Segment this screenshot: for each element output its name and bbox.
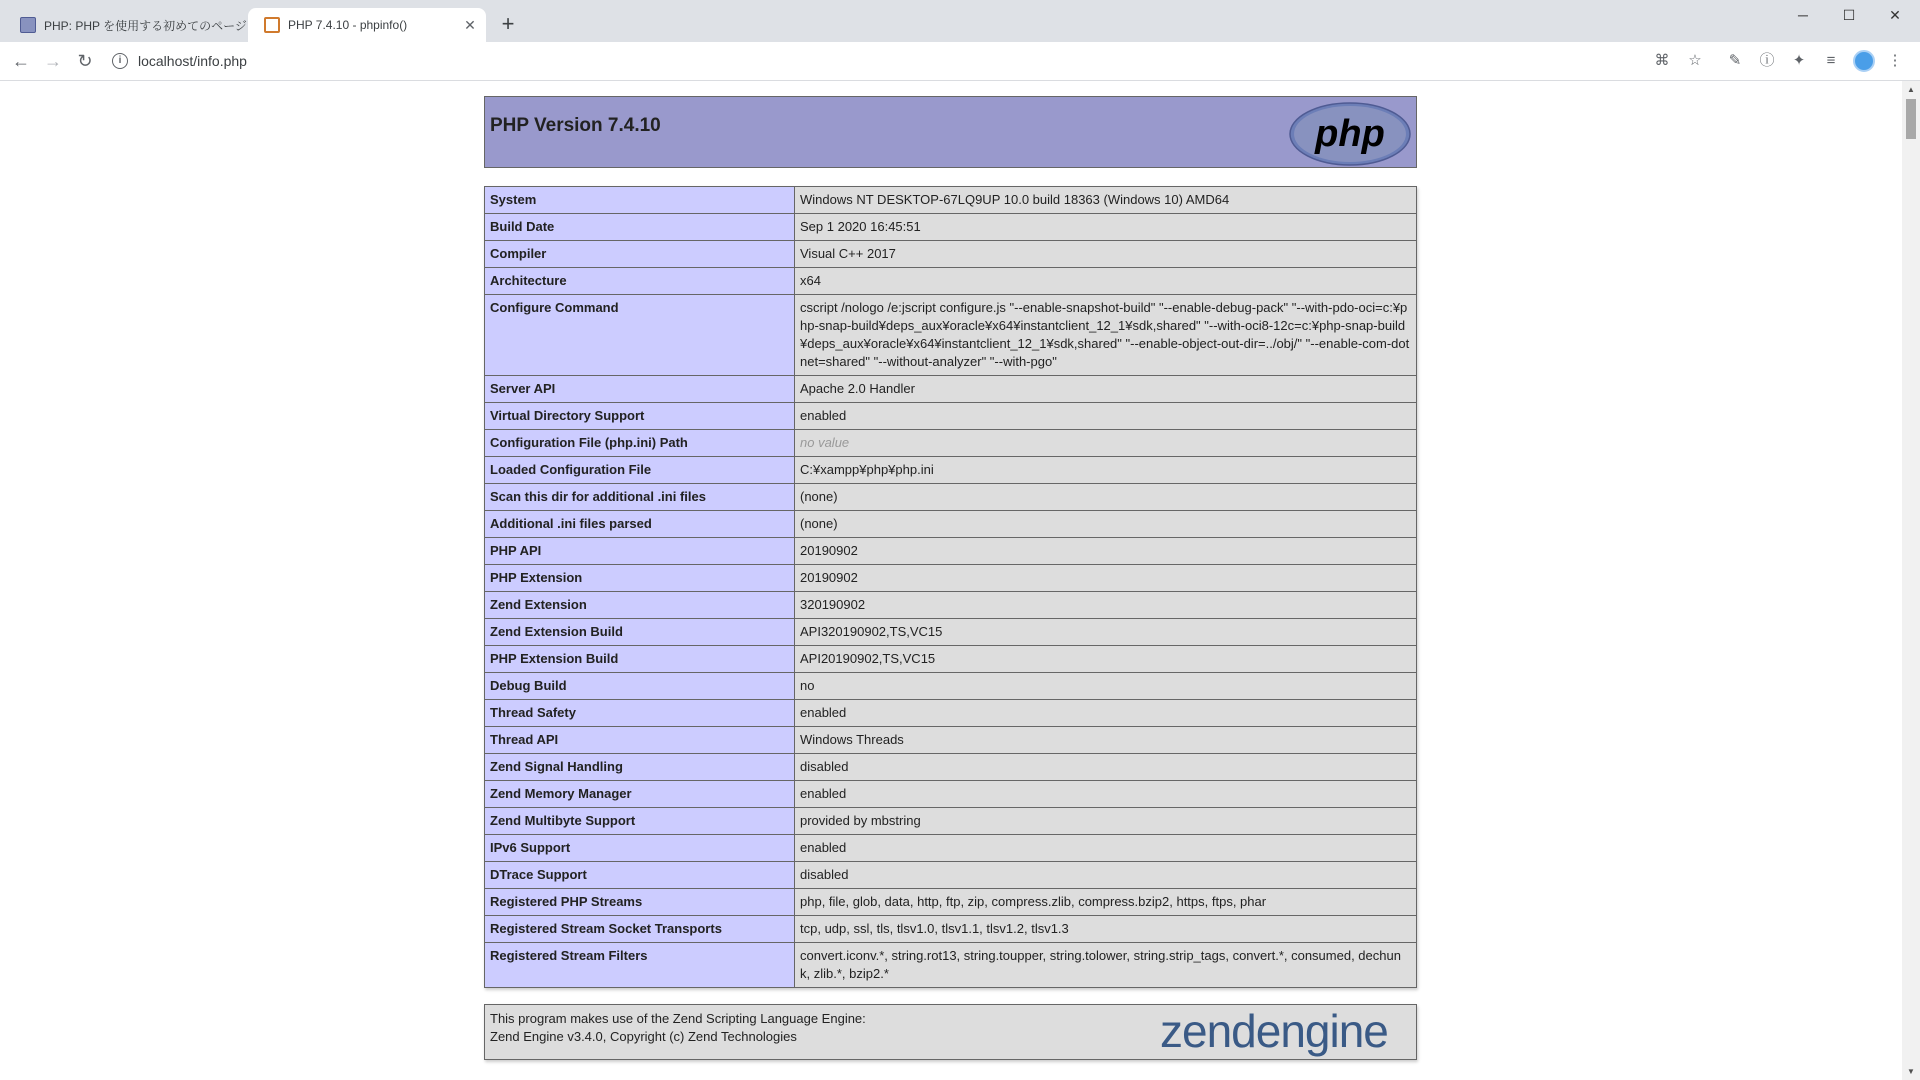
- row-key: Compiler: [485, 241, 795, 268]
- row-key: Registered Stream Socket Transports: [485, 916, 795, 943]
- close-icon[interactable]: ✕: [464, 16, 476, 33]
- table-row: [485, 538, 1417, 565]
- table-row: [485, 430, 1417, 457]
- extension-info-icon[interactable]: ⓘ: [1759, 52, 1775, 69]
- row-value: Visual C++ 2017: [795, 241, 1417, 268]
- table-row: [485, 511, 1417, 538]
- row-key: System: [485, 187, 795, 214]
- zend-credit-line1: This program makes use of the Zend Scripting Language Engine:: [490, 1011, 866, 1026]
- php-header: [484, 96, 1417, 168]
- zend-credit-line2: Zend Engine v3.4.0, Copyright (c) Zend Technologies: [490, 1029, 797, 1044]
- window-close-icon[interactable]: ✕: [1889, 7, 1901, 23]
- table-row: [485, 889, 1417, 916]
- row-value: Sep 1 2020 16:45:51: [795, 214, 1417, 241]
- table-row: [485, 403, 1417, 430]
- profile-avatar-icon[interactable]: [1853, 50, 1875, 72]
- row-value: C:¥xampp¥php¥php.ini: [795, 457, 1417, 484]
- scrollbar-thumb[interactable]: [1906, 99, 1916, 139]
- row-key: Configuration File (php.ini) Path: [485, 430, 795, 457]
- row-value: enabled: [795, 700, 1417, 727]
- row-value: Apache 2.0 Handler: [795, 376, 1417, 403]
- back-arrow-icon[interactable]: ←: [12, 51, 30, 71]
- table-row: [485, 673, 1417, 700]
- url-text[interactable]: localhost/info.php: [138, 53, 247, 69]
- table-row: [485, 700, 1417, 727]
- translate-icon[interactable]: ⌘: [1654, 52, 1670, 69]
- table-row: [485, 268, 1417, 295]
- address-bar[interactable]: [112, 47, 1642, 75]
- table-row: [485, 781, 1417, 808]
- row-key: Zend Signal Handling: [485, 754, 795, 781]
- scroll-down-icon[interactable]: ▼: [1907, 1067, 1915, 1076]
- row-value: convert.iconv.*, string.rot13, string.toupper, string.tolower, string.strip_tags, convert.*, consumed, dechunk, zlib.*, bzip2.*: [795, 943, 1417, 988]
- zend-credit: [490, 1010, 866, 1046]
- row-key: Zend Extension Build: [485, 619, 795, 646]
- row-key: Virtual Directory Support: [485, 403, 795, 430]
- zend-engine-logo-icon[interactable]: [1160, 1007, 1410, 1059]
- row-value: Windows NT DESKTOP-67LQ9UP 10.0 build 18363 (Windows 10) AMD64: [795, 187, 1417, 214]
- table-row: [485, 241, 1417, 268]
- xampp-favicon-icon: [264, 17, 280, 33]
- browser-toolbar: [0, 42, 1920, 81]
- row-value: 320190902: [795, 592, 1417, 619]
- php-logo-text: php: [1315, 113, 1385, 155]
- table-row: [485, 862, 1417, 889]
- table-row: [485, 457, 1417, 484]
- tab-title: PHP 7.4.10 - phpinfo(): [288, 18, 408, 32]
- bookmark-star-icon[interactable]: ☆: [1688, 52, 1702, 69]
- row-key: Registered PHP Streams: [485, 889, 795, 916]
- new-tab-plus-icon[interactable]: +: [501, 11, 515, 36]
- row-key: PHP Extension Build: [485, 646, 795, 673]
- scroll-up-icon[interactable]: ▲: [1907, 85, 1915, 94]
- row-key: Server API: [485, 376, 795, 403]
- maximize-icon[interactable]: ☐: [1842, 7, 1856, 23]
- table-row: [485, 592, 1417, 619]
- row-key: IPv6 Support: [485, 835, 795, 862]
- table-row: [485, 916, 1417, 943]
- row-value: Windows Threads: [795, 727, 1417, 754]
- row-key: Scan this dir for additional .ini files: [485, 484, 795, 511]
- row-value: API320190902,TS,VC15: [795, 619, 1417, 646]
- row-value: (none): [795, 511, 1417, 538]
- php-favicon-icon: [20, 17, 36, 33]
- reload-icon[interactable]: ↻: [77, 51, 93, 71]
- row-key: Zend Multibyte Support: [485, 808, 795, 835]
- table-row: [485, 295, 1417, 376]
- row-value: no value: [795, 430, 1417, 457]
- row-key: PHP API: [485, 538, 795, 565]
- forward-arrow-icon[interactable]: →: [44, 51, 62, 71]
- tab-strip: [0, 0, 1920, 42]
- table-row: [485, 214, 1417, 241]
- row-value: disabled: [795, 754, 1417, 781]
- page-title: PHP Version 7.4.10: [490, 115, 661, 136]
- row-key: Debug Build: [485, 673, 795, 700]
- tab-php-first-page[interactable]: [4, 8, 247, 42]
- row-value: x64: [795, 268, 1417, 295]
- tab-phpinfo[interactable]: [248, 8, 486, 42]
- row-value: (none): [795, 484, 1417, 511]
- table-row: [485, 835, 1417, 862]
- minimize-icon[interactable]: ─: [1798, 7, 1808, 23]
- row-value: disabled: [795, 862, 1417, 889]
- row-value: API20190902,TS,VC15: [795, 646, 1417, 673]
- row-value: tcp, udp, ssl, tls, tlsv1.0, tlsv1.1, tlsv1.2, tlsv1.3: [795, 916, 1417, 943]
- row-value: enabled: [795, 781, 1417, 808]
- info-table: [484, 186, 1417, 988]
- row-value: cscript /nologo /e:jscript configure.js "--enable-snapshot-build" "--enable-debug-pack" "--with-pdo-oci=c:¥php-snap-build¥deps_aux¥oracle¥x64¥instantclient_12_1¥sdk,shared" "--with-oci8-12c=c:¥php-snap-build¥deps_aux¥oracle¥x64¥instantclient_12_1¥sdk,shared" "--enable-object-out-dir=../obj/" "--enable-com-dotnet=shared" "--without-analyzer" "--with-pgo": [795, 295, 1417, 376]
- table-row: [485, 808, 1417, 835]
- vertical-scrollbar[interactable]: [1902, 81, 1920, 1080]
- row-value: 20190902: [795, 538, 1417, 565]
- menu-kebab-icon[interactable]: ⋮: [1887, 52, 1903, 69]
- info-table-wrap: [484, 186, 1417, 988]
- row-value: enabled: [795, 403, 1417, 430]
- reading-list-icon[interactable]: ≡: [1826, 52, 1836, 69]
- table-row: [485, 484, 1417, 511]
- table-row: [485, 376, 1417, 403]
- row-key: Build Date: [485, 214, 795, 241]
- zend-engine-box: [484, 1004, 1417, 1060]
- site-info-icon[interactable]: i: [112, 53, 128, 69]
- row-key: Zend Extension: [485, 592, 795, 619]
- row-key: Thread Safety: [485, 700, 795, 727]
- php-logo-icon[interactable]: [1289, 102, 1411, 166]
- row-key: Zend Memory Manager: [485, 781, 795, 808]
- row-value: enabled: [795, 835, 1417, 862]
- table-row: [485, 943, 1417, 988]
- table-row: [485, 619, 1417, 646]
- eyedropper-icon[interactable]: ✎: [1728, 52, 1742, 69]
- row-value: no: [795, 673, 1417, 700]
- row-key: PHP Extension: [485, 565, 795, 592]
- row-key: Architecture: [485, 268, 795, 295]
- row-key: Registered Stream Filters: [485, 943, 795, 988]
- table-row: [485, 754, 1417, 781]
- row-key: Additional .ini files parsed: [485, 511, 795, 538]
- row-key: DTrace Support: [485, 862, 795, 889]
- row-value: 20190902: [795, 565, 1417, 592]
- extensions-puzzle-icon[interactable]: ✦: [1792, 52, 1806, 69]
- table-row: [485, 565, 1417, 592]
- row-value: provided by mbstring: [795, 808, 1417, 835]
- page-viewport: [0, 81, 1902, 1080]
- table-row: [485, 187, 1417, 214]
- row-key: Configure Command: [485, 295, 795, 376]
- zend-logo-text: zendengine: [1160, 1005, 1388, 1057]
- table-row: [485, 727, 1417, 754]
- row-key: Loaded Configuration File: [485, 457, 795, 484]
- row-key: Thread API: [485, 727, 795, 754]
- tab-title: PHP: PHP を使用する初めてのページ: [44, 18, 247, 33]
- table-row: [485, 646, 1417, 673]
- row-value: php, file, glob, data, http, ftp, zip, compress.zlib, compress.bzip2, https, ftps, phar: [795, 889, 1417, 916]
